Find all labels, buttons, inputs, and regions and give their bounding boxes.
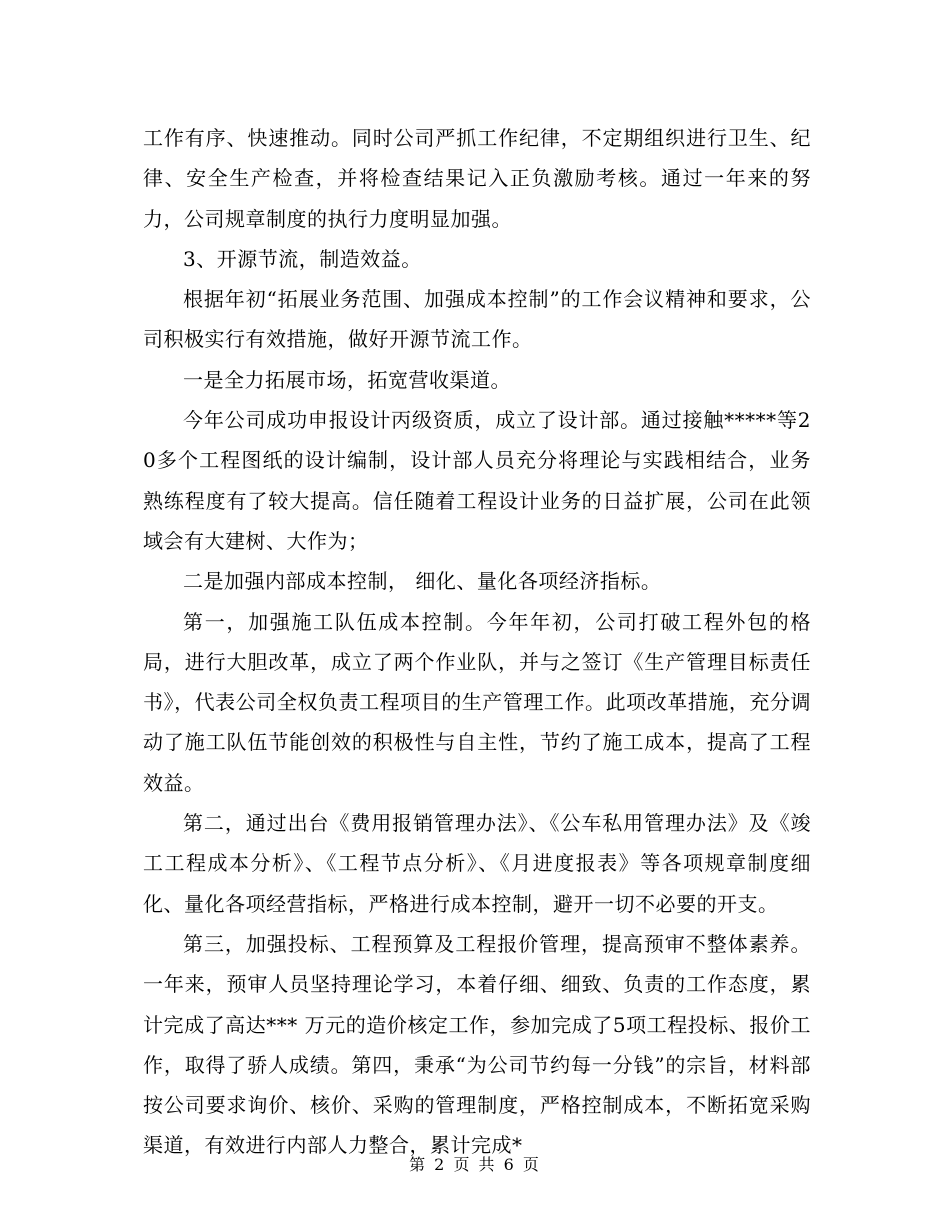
paragraph-continuation: 工作有序、快速推动。同时公司严抓工作纪律，不定期组织进行卫生、纪律、安全生产检查，并将检查结果记入正负激励考核。通过一年来的努力，公司规章制度的执行力度明显加强。	[143, 126, 811, 231]
paragraph-second-point: 第二，通过出台《费用报销管理办法》、《公车私用管理办法》及《竣工工程成本分析》、《工程节点分析》、《月进度报表》等各项规章制度细化、量化各项经营指标，严格进行成本控制，避开一切不必要的开支。	[143, 811, 811, 916]
paragraph-design-dept: 今年公司成功申报设计丙级资质，成立了设计部。通过接触*****等20多个工程图纸的设计编制，设计部人员充分将理论与实践相结合，业务熟练程度有了较大提高。信任随着工程设计业务的日益扩展，公司在此领域会有大建树、大作为；	[143, 408, 811, 553]
paragraph-third-point: 第三，加强投标、工程预算及工程报价管理，提高预审不整体素养。一年来，预审人员坚持理论学习，本着仔细、细致、负责的工作态度，累计完成了高达*** 万元的造价核定工作，参加完成了5项工程投标、报价工作，取得了骄人成绩。第四，秉承“为公司节约每一分钱”的宗旨，材料部按公司要求询价、核价、采购的管理制度，严格控制成本，不断拓宽采购渠道，有效进行内部人力整合，累计完成*	[143, 931, 811, 1158]
subheading-expand-market: 一是全力拓展市场，拓宽营收渠道。	[183, 367, 511, 392]
paragraph-first-point: 第一，加强施工队伍成本控制。今年年初，公司打破工程外包的格局，进行大胆改革，成立了两个作业队，并与之签订《生产管理目标责任书》，代表公司全权负责工程项目的生产管理工作。此项改革措施，充分调动了施工队伍节能创效的积极性与自主性，节约了施工成本，提高了工程效益。	[143, 609, 811, 795]
body-text	[143, 118, 811, 1166]
paragraph-intro: 根据年初“拓展业务范围、加强成本控制”的工作会议精神和要求，公司积极实行有效措施，做好开源节流工作。	[143, 287, 811, 352]
page-number-footer: 第 2 页 共 6 页	[409, 1155, 541, 1174]
section-heading-open-source: 3、开源节流，制造效益。	[183, 246, 422, 271]
subheading-cost-control: 二是加强内部成本控制， 细化、量化各项经济指标。	[183, 569, 662, 594]
